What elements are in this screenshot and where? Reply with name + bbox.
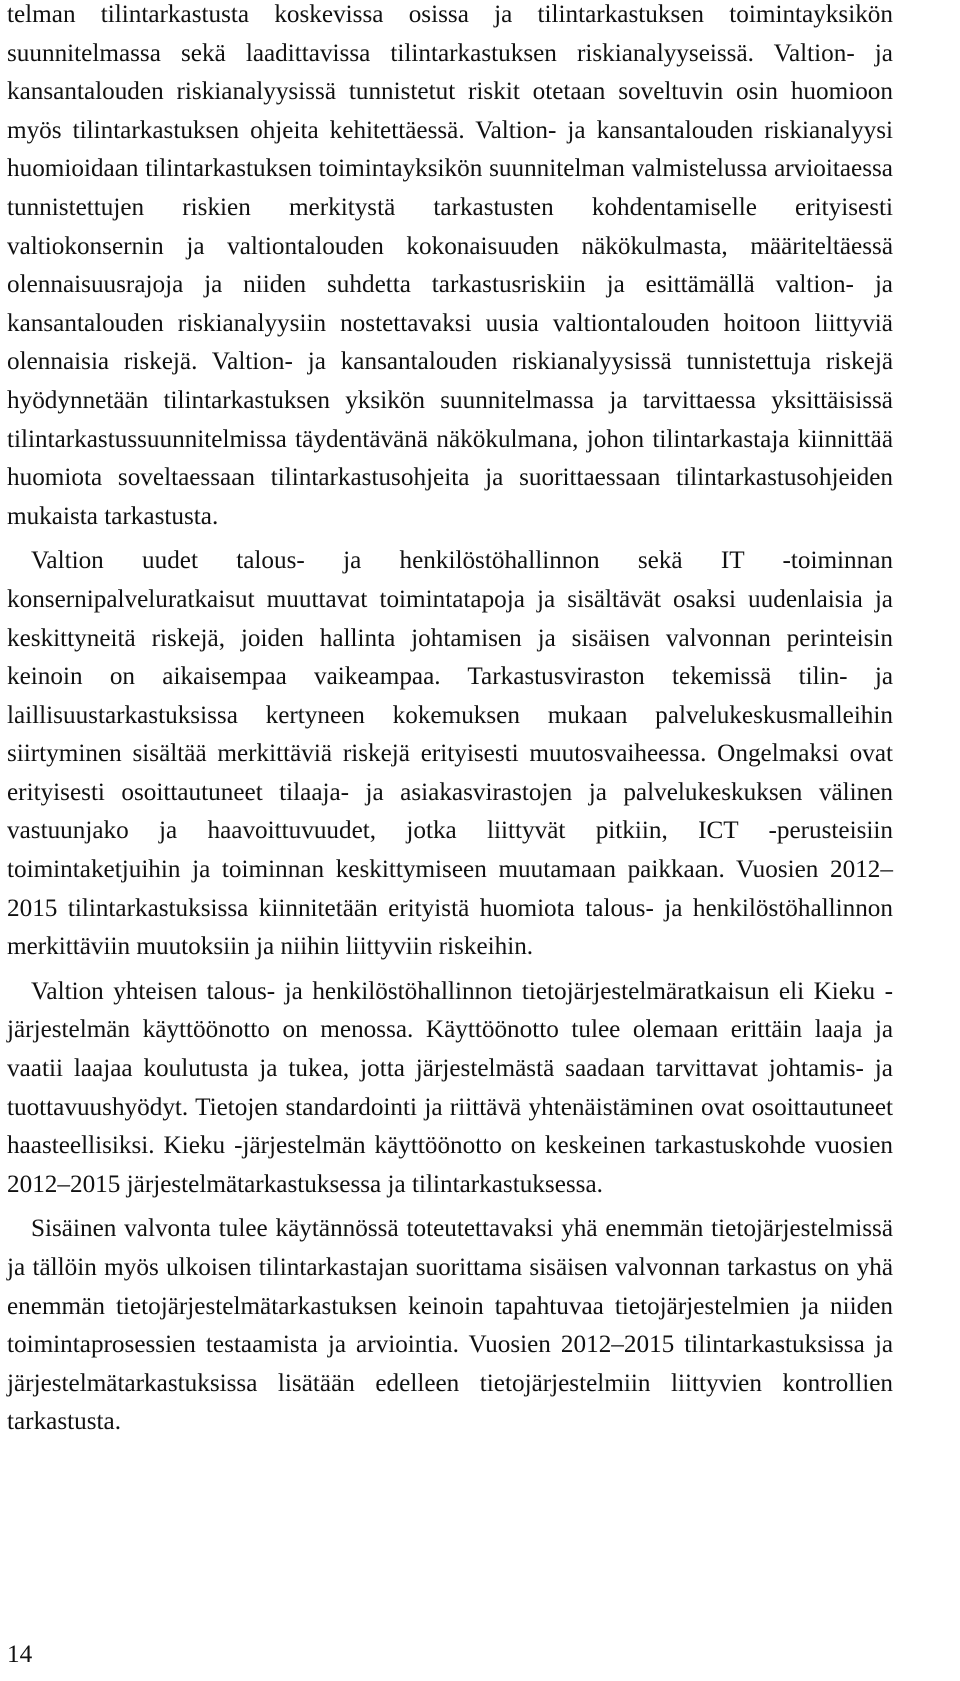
paragraph-riskianalyysi: telman tilintarkastusta koskevissa osissa ja tilintarkastuksen toimintayksikön suunnitelmassa sekä laadittavissa tilintarkastuksen riskianalyyseissä. Valtion- ja kansantalouden riskianalyysissä tunnistetut riskit otetaan soveltuvin osin huomioon myös tilintarkastuksen ohjeita kehitettäessä. Valtion- ja kansantalouden riskianalyysi huomioidaan tilintarkastuksen toimintayksikön suunnitelman valmistelussa arvioitaessa tunnistettujen riskien merkitystä tarkastusten kohdentamiselle erityisesti valtiokonsernin ja valtiontalouden kokonaisuuden näkökulmasta, määriteltäessä olennaisuusrajoja ja niiden suhdetta tarkastusriskiin ja esittämällä valtion- ja kansantalouden riskianalyysiin nostettavaksi uusia valtiontalouden hoitoon liittyviä olennaisia riskejä. Valtion- ja kansantalouden riskianalyysissä tunnistettuja riskejä hyödynnetään tilintarkastuksen yksikön suunnitelmassa ja tarvittaessa yksittäisissä tilintarkastussuunnitelmissa täydentävänä näkökulmana, johon tilintarkastaja kiinnittää huomiota soveltaessaan tilintarkastusohjeita ja suorittaessaan tilintarkastusohjeiden mukaista tarkastusta. [7, 1, 893, 530]
paragraph-sisainen-valvonta: Sisäinen valvonta tulee käytännössä toteutettavaksi yhä enemmän tietojärjestelmissä ja tällöin myös ulkoisen tilintarkastajan suorittama sisäisen valvonnan tarkastus on yhä enemmän tietojärjestelmätarkastuksen keinoin tapahtuvaa tietojärjestelmien ja niiden toimintaprosessien testaamista ja arviointia. Vuosien 2012–2015 tilintarkastuksissa ja järjestelmätarkastuksissa lisätään edelleen tietojärjestelmiin liittyvien kontrollien tarkastusta. [7, 1215, 893, 1436]
page-number: 14 [7, 1641, 33, 1668]
paragraph-konsernipalvelut: Valtion uudet talous- ja henkilöstöhallinnon sekä IT -toiminnan konsernipalveluratkaisut muuttavat toimintatapoja ja sisältävät osaksi uudenlaisia ja keskittyneitä riskejä, joiden hallinta johtamisen ja sisäisen valvonnan perinteisin keinoin on aikaisempaa vaikeampaa. Tarkastusviraston tekemissä tilin- ja laillisuustarkastuksissa kertyneen kokemuksen mukaan palvelukeskusmalleihin siirtyminen sisältää merkittäviä riskejä erityisesti muutosvaiheessa. Ongelmaksi ovat erityisesti osoittautuneet tilaaja- ja asiakasvirastojen ja palvelukeskuksen välinen vastuunjako ja haavoittuvuudet, jotka liittyvät pitkiin, ICT -perusteisiin toimintaketjuihin ja toiminnan keskittymiseen muutamaan paikkaan. Vuosien 2012–2015 tilintarkastuksissa kiinnitetään erityistä huomiota talous- ja henkilöstöhallinnon merkittäviin muutoksiin ja niihin liittyviin riskeihin. [7, 547, 893, 961]
document-page [7, 0, 893, 1442]
paragraph-kieku: Valtion yhteisen talous- ja henkilöstöhallinnon tietojärjestelmäratkaisun eli Kieku -järjestelmän käyttöönotto on menossa. Käyttöönotto tulee olemaan erittäin laaja ja vaatii laajaa koulutusta ja tukea, jotta järjestelmästä saadaan tarvittavat johtamis- ja tuottavuushyödyt. Tietojen standardointi ja riittävä yhtenäistäminen ovat osoittautuneet haasteellisiksi. Kieku -järjestelmän käyttöönotto on keskeinen tarkastuskohde vuosien 2012–2015 järjestelmätarkastuksessa ja tilintarkastuksessa. [7, 977, 893, 1198]
